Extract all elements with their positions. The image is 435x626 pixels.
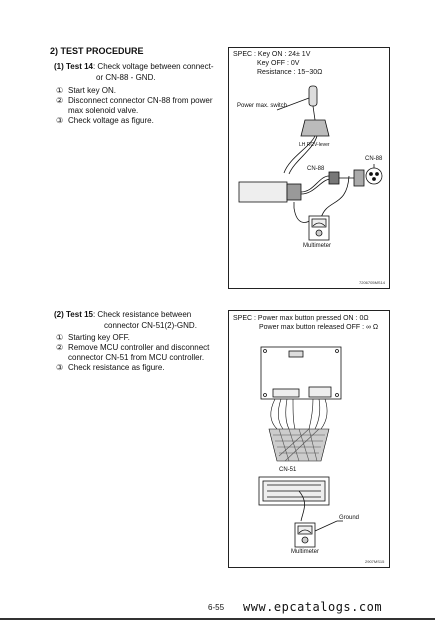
- test14-label: (1) Test 14: [54, 62, 93, 71]
- power-max-switch-label: Power max. switch: [237, 103, 288, 109]
- wire-harness-icon: [269, 399, 329, 461]
- ground-label: Ground: [339, 515, 360, 521]
- test15-step: [56, 353, 216, 363]
- page-number: 6-55: [208, 603, 225, 612]
- cn88-label: CN-88: [307, 166, 325, 172]
- test14-step: [56, 96, 216, 106]
- step-text: connector CN-51 from MCU controller.: [68, 353, 205, 362]
- test15-desc2: connector CN-51(2)-GND.: [104, 321, 197, 330]
- test14-step: [56, 86, 216, 96]
- cn88-label: CN-88: [365, 156, 383, 162]
- step-number: ③: [56, 363, 64, 372]
- website-url[interactable]: www.epcatalogs.com: [243, 600, 383, 614]
- connector-cn88-icon: [329, 172, 354, 184]
- step-number: ②: [56, 96, 64, 105]
- test15-step: [56, 333, 216, 343]
- bottom-divider: [0, 618, 435, 620]
- wiring-diagram-test15: [229, 311, 389, 567]
- spec-line: Key OFF : 0V: [257, 60, 300, 67]
- wiring-diagram-test14: [229, 48, 389, 288]
- cn51-label: CN-51: [279, 467, 297, 473]
- test14-figure: [228, 47, 390, 289]
- test15-step: [56, 343, 216, 353]
- solenoid-valve-icon: [239, 176, 331, 202]
- test15-label: (2) Test 15: [54, 310, 93, 319]
- multimeter-icon: [309, 216, 329, 240]
- test15-figure: [228, 310, 390, 568]
- step-number: ①: [56, 333, 64, 342]
- step-text: Starting key OFF.: [68, 333, 130, 342]
- step-number: ③: [56, 116, 64, 125]
- spec-line: Power max button released OFF : ∞ Ω: [259, 324, 379, 331]
- multimeter-label: Multimeter: [291, 549, 320, 555]
- test15-desc1: : Check resistance between: [92, 310, 192, 319]
- test14-step: [56, 106, 216, 116]
- step-number: ①: [56, 86, 64, 95]
- joystick-icon: [277, 86, 329, 174]
- spec-line: SPEC : Power max button pressed ON : 0Ω: [233, 315, 369, 322]
- figure-code: 7206705MS14: [359, 280, 386, 285]
- round-connector-icon: [354, 164, 382, 186]
- test14-desc1: : Check voltage between connect-: [92, 62, 214, 71]
- test14-step: [56, 116, 216, 126]
- test14-title: [54, 62, 214, 72]
- multimeter-icon: [295, 523, 315, 547]
- spec-line: SPEC : Key ON : 24± 1V: [233, 51, 311, 58]
- lever-label: LH RCV-lever: [299, 142, 330, 148]
- test15-steps: [56, 333, 216, 373]
- test15-step: [56, 363, 216, 373]
- step-text: Start key ON.: [68, 86, 117, 95]
- spec-line: Resistance : 15~30Ω: [257, 69, 323, 76]
- test14-steps: [56, 86, 216, 126]
- test14-desc2: or CN-88 - GND.: [96, 73, 156, 82]
- step-text: Check resistance as figure.: [68, 363, 165, 372]
- step-number: ②: [56, 343, 64, 352]
- test15-title: [54, 310, 214, 320]
- step-text: Check voltage as figure.: [68, 116, 154, 125]
- mcu-controller-icon: [261, 347, 341, 399]
- step-text: Disconnect connector CN-88 from power: [68, 96, 213, 105]
- multimeter-label: Multimeter: [303, 243, 332, 249]
- figure-code: 2907MS15: [365, 559, 385, 564]
- connector-cn51-icon: [259, 477, 329, 505]
- step-text: Remove MCU controller and disconnect: [68, 343, 210, 352]
- section-title: 2) TEST PROCEDURE: [50, 46, 144, 56]
- step-text: max solenoid valve.: [68, 106, 139, 115]
